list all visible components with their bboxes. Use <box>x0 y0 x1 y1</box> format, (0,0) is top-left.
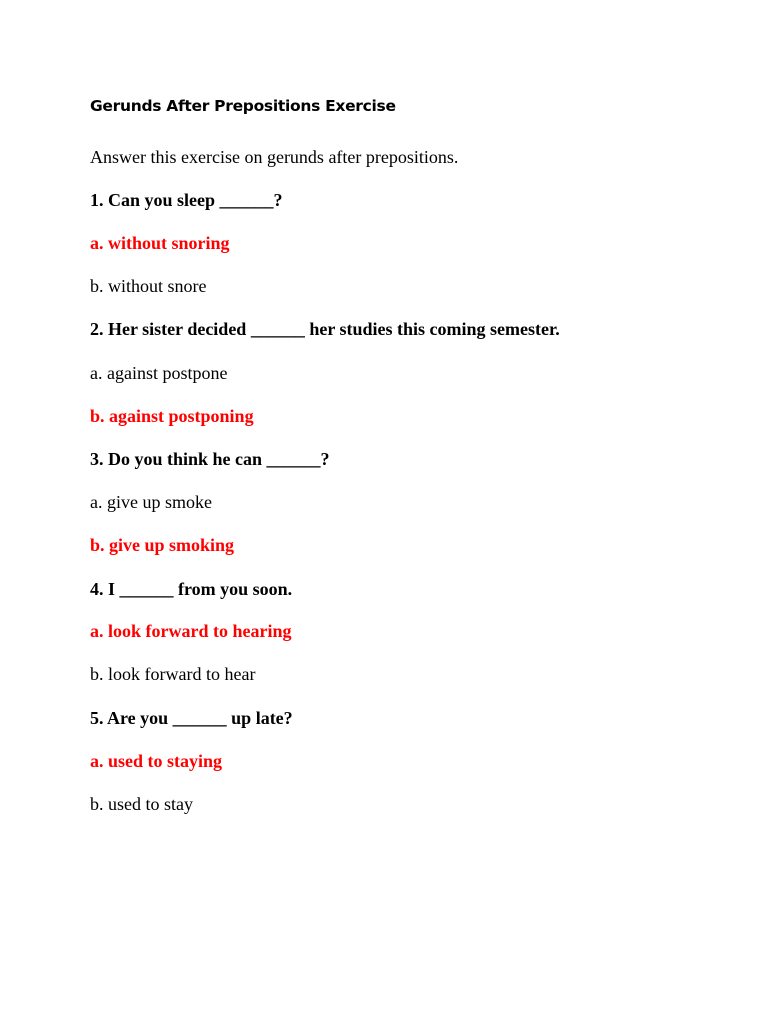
intro-text: Answer this exercise on gerunds after prepositions. <box>90 147 459 167</box>
question-2-option-b: b. against postponing <box>90 406 254 426</box>
question-4-option-b: b. look forward to hear <box>90 664 256 684</box>
question-1: 1. Can you sleep ______? <box>90 190 283 210</box>
question-5: 5. Are you ______ up late? <box>90 708 293 728</box>
question-5-option-a: a. used to staying <box>90 751 223 771</box>
document-title: Gerunds After Prepositions Exercise <box>90 97 396 115</box>
question-2: 2. Her sister decided ______ her studies this coming semester. <box>90 319 560 339</box>
question-2-option-a: a. against postpone <box>90 363 228 383</box>
question-4: 4. I ______ from you soon. <box>90 579 293 599</box>
question-4-option-a: a. look forward to hearing <box>90 621 292 641</box>
question-3-option-a: a. give up smoke <box>90 492 212 512</box>
question-1-option-a: a. without snoring <box>90 233 230 253</box>
question-5-option-b: b. used to stay <box>90 794 193 814</box>
question-3: 3. Do you think he can ______? <box>90 449 330 469</box>
question-3-option-b: b. give up smoking <box>90 535 235 555</box>
question-1-option-b: b. without snore <box>90 276 207 296</box>
